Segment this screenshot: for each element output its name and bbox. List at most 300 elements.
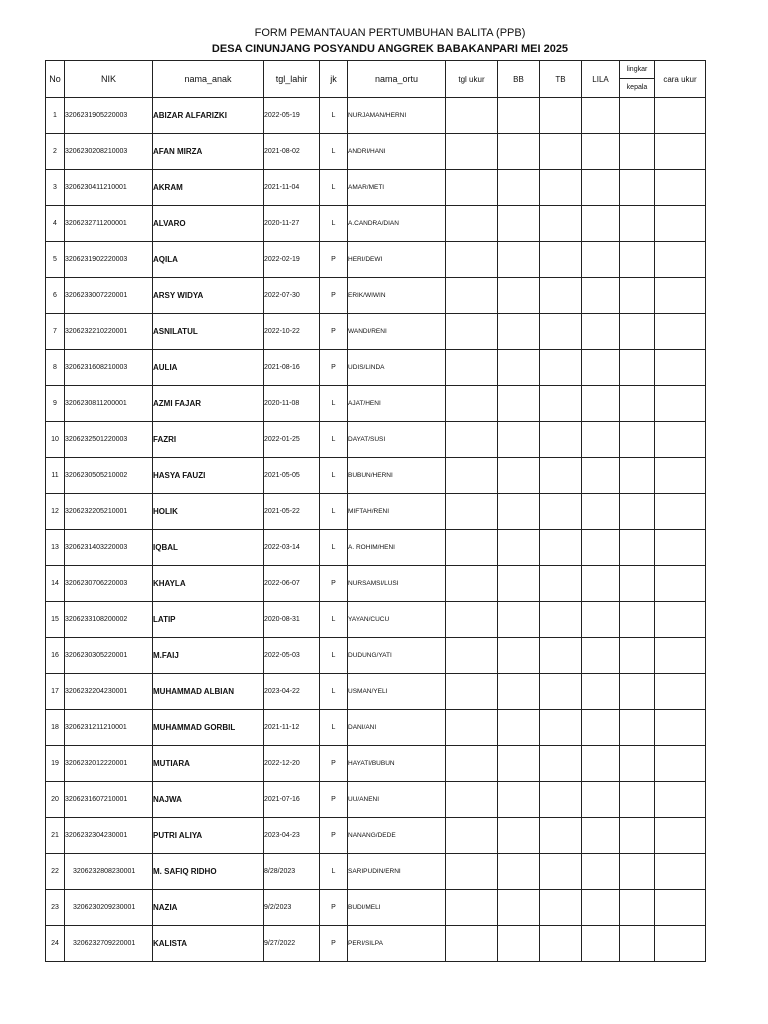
cell-lila[interactable] [582,782,620,818]
cell-nik: 3206231403220003 [65,530,153,566]
cell-no: 19 [46,746,65,782]
cell-nama-ortu: WANDI/RENI [348,314,446,350]
cell-tgl-lahir: 2020-08-31 [264,602,320,638]
cell-lingkar-kepala[interactable] [620,170,655,206]
cell-lingkar-kepala[interactable] [620,134,655,170]
cell-tb[interactable] [540,386,582,422]
cell-bb[interactable] [498,242,540,278]
table-row [46,746,706,782]
cell-jk: P [320,926,348,962]
cell-tgl-ukur[interactable] [446,350,498,386]
table-row [46,170,706,206]
cell-nama-ortu: PERI/SILPA [348,926,446,962]
cell-nama-anak: FAZRI [153,422,264,458]
table-row [46,314,706,350]
table-row [46,386,706,422]
cell-nama-anak: LATIP [153,602,264,638]
cell-tgl-lahir: 8/28/2023 [264,854,320,890]
cell-lingkar-kepala[interactable] [620,602,655,638]
cell-bb[interactable] [498,98,540,134]
cell-tgl-ukur[interactable] [446,314,498,350]
cell-tgl-ukur[interactable] [446,206,498,242]
cell-tgl-lahir: 2021-08-02 [264,134,320,170]
cell-bb[interactable] [498,134,540,170]
cell-lingkar-kepala[interactable] [620,422,655,458]
cell-jk: L [320,674,348,710]
cell-jk: L [320,710,348,746]
cell-nik: 3206232808230001 [65,854,153,890]
cell-nama-ortu: UDIS/LINDA [348,350,446,386]
cell-lingkar-kepala[interactable] [620,458,655,494]
cell-lila[interactable] [582,206,620,242]
cell-no: 7 [46,314,65,350]
cell-no: 18 [46,710,65,746]
cell-cara-ukur[interactable] [655,350,706,386]
cell-lila[interactable] [582,494,620,530]
cell-nik: 3206230208210003 [65,134,153,170]
cell-cara-ukur[interactable] [655,566,706,602]
cell-lila[interactable] [582,458,620,494]
cell-nama-ortu: DUDUNG/YATI [348,638,446,674]
cell-nama-ortu: A.CANDRA/DIAN [348,206,446,242]
cell-bb[interactable] [498,602,540,638]
cell-tb[interactable] [540,926,582,962]
cell-nama-anak: M. SAFIQ RIDHO [153,854,264,890]
cell-lingkar-kepala[interactable] [620,386,655,422]
cell-lila[interactable] [582,890,620,926]
table-row [46,638,706,674]
cell-lingkar-kepala[interactable] [620,926,655,962]
cell-lingkar-kepala[interactable] [620,350,655,386]
cell-nik: 3206232204230001 [65,674,153,710]
cell-jk: P [320,782,348,818]
cell-tb[interactable] [540,458,582,494]
cell-nik: 3206232012220001 [65,746,153,782]
cell-nama-anak: MUHAMMAD ALBIAN [153,674,264,710]
cell-nama-anak: AQILA [153,242,264,278]
cell-lila[interactable] [582,278,620,314]
cell-tb[interactable] [540,566,582,602]
cell-nik: 3206232711200001 [65,206,153,242]
cell-cara-ukur[interactable] [655,458,706,494]
cell-tgl-lahir: 2021-07-16 [264,782,320,818]
cell-lila[interactable] [582,386,620,422]
cell-tgl-ukur[interactable] [446,278,498,314]
col-header-kepala: kepala [626,84,648,91]
cell-tgl-ukur[interactable] [446,710,498,746]
cell-bb[interactable] [498,386,540,422]
cell-bb[interactable] [498,818,540,854]
cell-nik: 3206231211210001 [65,710,153,746]
cell-cara-ukur[interactable] [655,782,706,818]
cell-cara-ukur[interactable] [655,134,706,170]
cell-lingkar-kepala[interactable] [620,854,655,890]
cell-no: 12 [46,494,65,530]
cell-no: 2 [46,134,65,170]
growth-monitoring-table [45,60,706,962]
cell-tgl-lahir: 2023-04-23 [264,818,320,854]
cell-no: 15 [46,602,65,638]
table-row [46,242,706,278]
cell-nik: 3206231607210001 [65,782,153,818]
cell-tgl-ukur[interactable] [446,638,498,674]
cell-cara-ukur[interactable] [655,314,706,350]
col-header-cara-ukur: cara ukur [655,61,706,98]
cell-lingkar-kepala[interactable] [620,314,655,350]
cell-bb[interactable] [498,674,540,710]
table-row [46,494,706,530]
cell-no: 6 [46,278,65,314]
cell-nama-ortu: ERIK/WIWIN [348,278,446,314]
table-row [46,350,706,386]
table-row [46,674,706,710]
cell-nama-anak: HOLIK [153,494,264,530]
cell-tb[interactable] [540,782,582,818]
cell-lila[interactable] [582,422,620,458]
cell-nik: 3206231905220003 [65,98,153,134]
cell-jk: P [320,278,348,314]
cell-lila[interactable] [582,926,620,962]
cell-nama-anak: KHAYLA [153,566,264,602]
cell-nama-ortu: AMAR/METI [348,170,446,206]
cell-lingkar-kepala[interactable] [620,242,655,278]
cell-lingkar-kepala[interactable] [620,206,655,242]
cell-jk: P [320,818,348,854]
col-header-nama-anak: nama_anak [153,61,264,98]
cell-no: 22 [46,854,65,890]
cell-no: 24 [46,926,65,962]
cell-lila[interactable] [582,314,620,350]
cell-nama-anak: M.FAIJ [153,638,264,674]
table-row [46,566,706,602]
cell-nama-ortu: BUBUN/HERNI [348,458,446,494]
cell-tb[interactable] [540,98,582,134]
form-subtitle: DESA CINUNJANG POSYANDU ANGGREK BABAKANPARI MEI 2025 [211,43,569,55]
cell-lingkar-kepala[interactable] [620,98,655,134]
cell-tgl-lahir: 9/2/2023 [264,890,320,926]
cell-tb[interactable] [540,710,582,746]
cell-tgl-ukur[interactable] [446,242,498,278]
cell-tb[interactable] [540,818,582,854]
table-row [46,710,706,746]
cell-nama-anak: ALVARO [153,206,264,242]
cell-tb[interactable] [540,206,582,242]
cell-nik: 3206230209230001 [65,890,153,926]
cell-tb[interactable] [540,746,582,782]
cell-bb[interactable] [498,890,540,926]
cell-tb[interactable] [540,602,582,638]
cell-nama-anak: AFAN MIRZA [153,134,264,170]
cell-tgl-ukur[interactable] [446,566,498,602]
cell-nik: 3206232501220003 [65,422,153,458]
cell-lingkar-kepala[interactable] [620,746,655,782]
cell-tgl-lahir: 2022-05-19 [264,98,320,134]
cell-lingkar-kepala[interactable] [620,782,655,818]
cell-no: 9 [46,386,65,422]
cell-tgl-ukur[interactable] [446,386,498,422]
cell-lila[interactable] [582,710,620,746]
cell-jk: P [320,890,348,926]
cell-bb[interactable] [498,494,540,530]
cell-bb[interactable] [498,170,540,206]
cell-cara-ukur[interactable] [655,170,706,206]
cell-tgl-lahir: 2021-11-04 [264,170,320,206]
cell-tgl-lahir: 2022-05-03 [264,638,320,674]
cell-tb[interactable] [540,134,582,170]
cell-tgl-ukur[interactable] [446,494,498,530]
cell-nik: 3206232304230001 [65,818,153,854]
cell-tb[interactable] [540,242,582,278]
cell-tgl-ukur[interactable] [446,98,498,134]
cell-nama-anak: ABIZAR ALFARIZKI [153,98,264,134]
cell-jk: L [320,494,348,530]
cell-cara-ukur[interactable] [655,710,706,746]
cell-cara-ukur[interactable] [655,926,706,962]
table-row [46,854,706,890]
cell-nik: 3206233108200002 [65,602,153,638]
cell-lingkar-kepala[interactable] [620,638,655,674]
cell-lila[interactable] [582,134,620,170]
cell-jk: L [320,386,348,422]
cell-lila[interactable] [582,170,620,206]
cell-nama-ortu: NANANG/DEDE [348,818,446,854]
cell-cara-ukur[interactable] [655,746,706,782]
cell-cara-ukur[interactable] [655,242,706,278]
cell-tgl-ukur[interactable] [446,602,498,638]
cell-lila[interactable] [582,98,620,134]
cell-nama-anak: ARSY WIDYA [153,278,264,314]
table-row [46,278,706,314]
cell-nama-anak: MUHAMMAD GORBIL [153,710,264,746]
col-header-tb: TB [540,61,582,98]
cell-bb[interactable] [498,314,540,350]
cell-bb[interactable] [498,746,540,782]
cell-tgl-lahir: 2023-04-22 [264,674,320,710]
cell-tgl-lahir: 2021-08-16 [264,350,320,386]
cell-nama-anak: KALISTA [153,926,264,962]
cell-no: 23 [46,890,65,926]
cell-tb[interactable] [540,170,582,206]
cell-jk: L [320,458,348,494]
cell-cara-ukur[interactable] [655,422,706,458]
cell-nik: 3206231608210003 [65,350,153,386]
col-header-jk: jk [320,61,348,98]
cell-lila[interactable] [582,638,620,674]
cell-tgl-ukur[interactable] [446,458,498,494]
table-row [46,602,706,638]
cell-tgl-ukur[interactable] [446,854,498,890]
cell-tb[interactable] [540,854,582,890]
cell-nama-ortu: AJAT/HENI [348,386,446,422]
cell-nama-anak: AKRAM [153,170,264,206]
cell-cara-ukur[interactable] [655,818,706,854]
cell-nama-ortu: UU/ANENI [348,782,446,818]
cell-lila[interactable] [582,530,620,566]
cell-lila[interactable] [582,566,620,602]
cell-tb[interactable] [540,638,582,674]
cell-nama-anak: MUTIARA [153,746,264,782]
cell-no: 14 [46,566,65,602]
cell-tb[interactable] [540,674,582,710]
table-row [46,530,706,566]
cell-no: 8 [46,350,65,386]
table-row [46,890,706,926]
cell-bb[interactable] [498,926,540,962]
cell-nik: 3206232210220001 [65,314,153,350]
cell-nama-anak: NAZIA [153,890,264,926]
cell-tgl-lahir: 2022-02-19 [264,242,320,278]
cell-bb[interactable] [498,566,540,602]
cell-tb[interactable] [540,530,582,566]
cell-tgl-ukur[interactable] [446,530,498,566]
cell-cara-ukur[interactable] [655,530,706,566]
cell-lingkar-kepala[interactable] [620,674,655,710]
cell-bb[interactable] [498,206,540,242]
cell-bb[interactable] [498,422,540,458]
cell-lila[interactable] [582,242,620,278]
cell-lingkar-kepala[interactable] [620,566,655,602]
cell-jk: L [320,206,348,242]
cell-no: 21 [46,818,65,854]
cell-nama-anak: AZMI FAJAR [153,386,264,422]
cell-lingkar-kepala[interactable] [620,494,655,530]
cell-no: 11 [46,458,65,494]
cell-tb[interactable] [540,278,582,314]
cell-nama-ortu: HAYATI/BUBUN [348,746,446,782]
cell-nama-ortu: A. ROHIM/HENI [348,530,446,566]
cell-bb[interactable] [498,854,540,890]
cell-tgl-ukur[interactable] [446,674,498,710]
cell-jk: L [320,170,348,206]
cell-no: 20 [46,782,65,818]
cell-nik: 3206230505210002 [65,458,153,494]
table-row [46,206,706,242]
cell-tb[interactable] [540,890,582,926]
cell-no: 4 [46,206,65,242]
cell-no: 1 [46,98,65,134]
cell-no: 3 [46,170,65,206]
cell-cara-ukur[interactable] [655,638,706,674]
cell-nik: 3206230411210001 [65,170,153,206]
cell-cara-ukur[interactable] [655,386,706,422]
cell-tb[interactable] [540,494,582,530]
cell-tgl-ukur[interactable] [446,134,498,170]
cell-bb[interactable] [498,278,540,314]
col-header-lingkar-kepala [620,61,655,98]
header-row [46,61,706,98]
cell-tgl-lahir: 2020-11-27 [264,206,320,242]
cell-bb[interactable] [498,638,540,674]
cell-tgl-ukur[interactable] [446,782,498,818]
table-row [46,458,706,494]
cell-jk: P [320,350,348,386]
cell-nama-ortu: DANI/ANI [348,710,446,746]
cell-nik: 3206233007220001 [65,278,153,314]
cell-jk: L [320,422,348,458]
cell-tgl-lahir: 2022-06-07 [264,566,320,602]
cell-nama-anak: HASYA FAUZI [153,458,264,494]
cell-nik: 3206232709220001 [65,926,153,962]
col-header-bb: BB [498,61,540,98]
table-row [46,422,706,458]
col-header-nik: NIK [65,61,153,98]
cell-no: 10 [46,422,65,458]
cell-tgl-lahir: 9/27/2022 [264,926,320,962]
cell-cara-ukur[interactable] [655,278,706,314]
cell-nama-ortu: SARIPUDIN/ERNI [348,854,446,890]
cell-cara-ukur[interactable] [655,494,706,530]
table-row [46,134,706,170]
cell-jk: P [320,746,348,782]
cell-bb[interactable] [498,350,540,386]
cell-lingkar-kepala[interactable] [620,890,655,926]
cell-lingkar-kepala[interactable] [620,818,655,854]
cell-tgl-lahir: 2021-05-22 [264,494,320,530]
cell-cara-ukur[interactable] [655,890,706,926]
cell-nama-anak: NAJWA [153,782,264,818]
cell-bb[interactable] [498,530,540,566]
cell-tgl-ukur[interactable] [446,890,498,926]
cell-no: 16 [46,638,65,674]
cell-tgl-ukur[interactable] [446,746,498,782]
cell-lila[interactable] [582,818,620,854]
cell-tgl-lahir: 2021-05-05 [264,458,320,494]
cell-bb[interactable] [498,710,540,746]
cell-cara-ukur[interactable] [655,674,706,710]
cell-lila[interactable] [582,674,620,710]
cell-bb[interactable] [498,458,540,494]
cell-tgl-ukur[interactable] [446,170,498,206]
cell-jk: L [320,530,348,566]
cell-jk: L [320,98,348,134]
cell-cara-ukur[interactable] [655,602,706,638]
cell-nama-anak: IQBAL [153,530,264,566]
cell-cara-ukur[interactable] [655,854,706,890]
form-title: FORM PEMANTAUAN PERTUMBUHAN BALITA (PPB) [254,27,526,39]
cell-nama-ortu: HERI/DEWI [348,242,446,278]
cell-bb[interactable] [498,782,540,818]
cell-jk: P [320,314,348,350]
cell-lingkar-kepala[interactable] [620,530,655,566]
cell-tgl-lahir: 2022-03-14 [264,530,320,566]
cell-nama-ortu: YAYAN/CUCU [348,602,446,638]
cell-tgl-lahir: 2020-11-08 [264,386,320,422]
cell-tgl-lahir: 2022-12-20 [264,746,320,782]
cell-nama-anak: AULIA [153,350,264,386]
cell-no: 17 [46,674,65,710]
cell-cara-ukur[interactable] [655,206,706,242]
cell-tgl-ukur[interactable] [446,422,498,458]
cell-jk: L [320,134,348,170]
cell-nama-ortu: BUDI/MELI [348,890,446,926]
cell-tgl-ukur[interactable] [446,926,498,962]
cell-tgl-ukur[interactable] [446,818,498,854]
cell-lila[interactable] [582,602,620,638]
cell-lingkar-kepala[interactable] [620,278,655,314]
cell-nama-ortu: NURSAMSI/LUSI [348,566,446,602]
col-header-no: No [46,61,65,98]
cell-lila[interactable] [582,746,620,782]
cell-lila[interactable] [582,350,620,386]
cell-tb[interactable] [540,422,582,458]
cell-lingkar-kepala[interactable] [620,710,655,746]
cell-nama-ortu: NURJAMAN/HERNI [348,98,446,134]
cell-lila[interactable] [582,854,620,890]
cell-nama-ortu: MIFTAH/RENI [348,494,446,530]
cell-cara-ukur[interactable] [655,98,706,134]
cell-tb[interactable] [540,314,582,350]
cell-tb[interactable] [540,350,582,386]
